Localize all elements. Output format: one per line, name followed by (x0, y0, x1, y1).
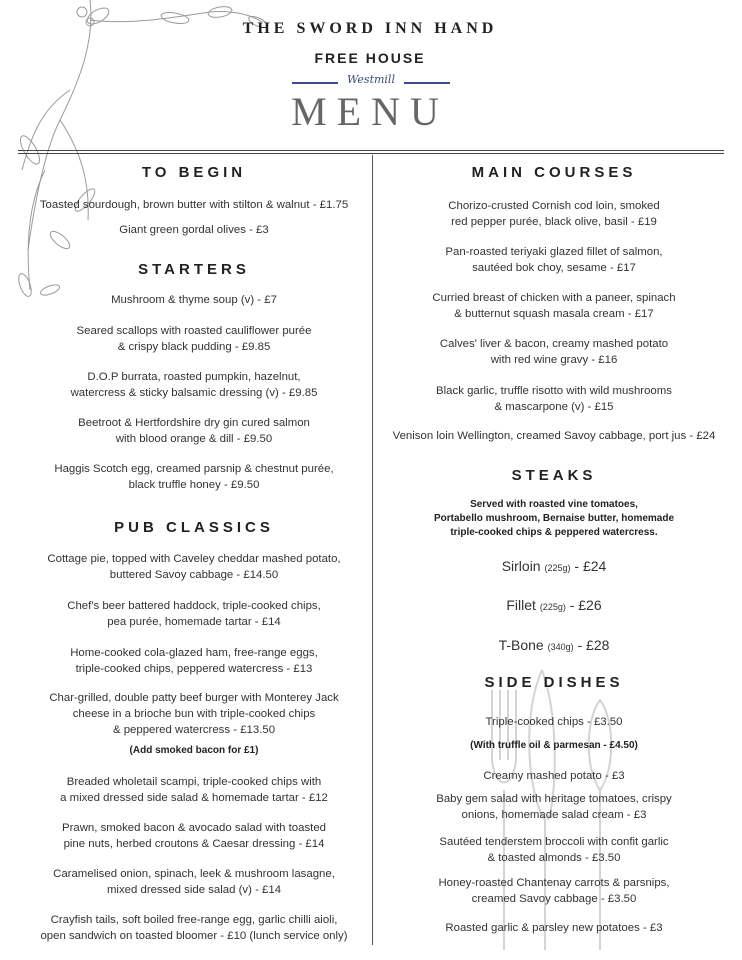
free-house-label: FREE HOUSE (314, 50, 426, 66)
menu-item: Crayfish tails, soft boiled free-range egg, garlic chilli aioli, open sandwich on toasted bloomer - £10 (lunch service only) (40, 914, 348, 942)
menu-item: Baby gem salad with heritage tomatoes, crispy onions, homemade salad cream - £3 (436, 793, 672, 821)
menu-item: Black garlic, truffle risotto with wild mushrooms & mascarpone (v) - £15 (436, 385, 672, 413)
burger-addon-note: (Add smoked bacon for £1) (129, 745, 259, 756)
menu-item: Creamy mashed potato - £3 (483, 770, 625, 782)
menu-item: Roasted garlic & parsley new potatoes - £3 (445, 922, 663, 934)
menu-item: Sautéed tenderstem broccoli with confit garlic & toasted almonds - £3.50 (439, 836, 669, 864)
menu-item: Curried breast of chicken with a paneer, spinach & butternut squash masala cream - £17 (432, 292, 676, 320)
section-heading-steaks: STEAKS (511, 467, 597, 484)
menu-item: Calves' liver & bacon, creamy mashed potato with red wine gravy - £16 (439, 338, 669, 366)
left-column (18, 0, 370, 960)
menu-item: Home-cooked cola-glazed ham, free-range eggs, triple-cooked chips, peppered watercress - £13 (70, 647, 318, 675)
menu-item: Toasted sourdough, brown butter with stilton & walnut - £1.75 (39, 199, 349, 211)
menu-item: Caramelised onion, spinach, leek & mushroom lasagne, mixed dressed side salad (v) - £14 (53, 868, 335, 896)
steak-item: Fillet (225g) - £26 (506, 597, 602, 613)
pub-name: THE SWORD INN HAND (242, 20, 498, 37)
menu-item: Giant green gordal olives - £3 (119, 224, 269, 236)
menu-item: Chorizo-crusted Cornish cod loin, smoked red pepper purée, black olive, basil - £19 (448, 200, 660, 228)
menu-item: D.O.P burrata, roasted pumpkin, hazelnut, watercress & sticky balsamic dressing (v) - £9.85 (70, 371, 318, 399)
menu-item: Pan-roasted teriyaki glazed fillet of salmon, sautéed bok choy, sesame - £17 (445, 246, 663, 274)
section-heading-pub-classics: PUB CLASSICS (114, 519, 274, 536)
section-heading-side-dishes: SIDE DISHES (484, 674, 624, 691)
section-heading-to-begin: TO BEGIN (141, 164, 247, 181)
menu-item: Triple-cooked chips - £3.50 (485, 716, 623, 728)
menu-item: Char-grilled, double patty beef burger with Monterey Jack cheese in a brioche bun with triple-cooked chips & peppered watercress - £13.50 (49, 692, 339, 736)
menu-item: Haggis Scotch egg, creamed parsnip & chestnut purée, black truffle honey - £9.50 (54, 463, 334, 491)
menu-item: Mushroom & thyme soup (v) - £7 (111, 294, 277, 306)
village-name: Westmill (347, 73, 395, 86)
steak-item: Sirloin (225g) - £24 (501, 558, 607, 574)
steaks-description: Served with roasted vine tomatoes, Portabello mushroom, Bernaise butter, homemade triple-cooked chips & peppered watercress. (433, 499, 675, 538)
chips-addon-note: (With truffle oil & parmesan - £4.50) (470, 740, 638, 751)
column-divider (372, 155, 373, 945)
section-heading-starters: STARTERS (138, 261, 250, 278)
menu-item: Cottage pie, topped with Caveley cheddar mashed potato, buttered Savoy cabbage - £14.50 (47, 553, 341, 581)
menu-item: Breaded wholetail scampi, triple-cooked chips with a mixed dressed side salad & homemade tartar - £12 (60, 776, 328, 804)
section-heading-main-courses: MAIN COURSES (471, 164, 637, 181)
menu-item: Seared scallops with roasted cauliflower purée & crispy black pudding - £9.85 (76, 325, 312, 353)
menu-title: MENU (291, 89, 449, 134)
right-column (376, 0, 732, 960)
menu-item: Venison loin Wellington, creamed Savoy cabbage, port jus - £24 (392, 430, 716, 442)
steak-item: T-Bone (340g) - £28 (498, 637, 610, 653)
menu-item: Chef's beer battered haddock, triple-cooked chips, pea purée, homemade tartar - £14 (67, 600, 321, 628)
menu-item: Prawn, smoked bacon & avocado salad with toasted pine nuts, herbed croutons & Caesar dressing - £14 (61, 822, 327, 850)
menu-item: Beetroot & Hertfordshire dry gin cured salmon with blood orange & dill - £9.50 (78, 417, 310, 445)
menu-item: Honey-roasted Chantenay carrots & parsnips, creamed Savoy cabbage - £3.50 (438, 877, 670, 905)
